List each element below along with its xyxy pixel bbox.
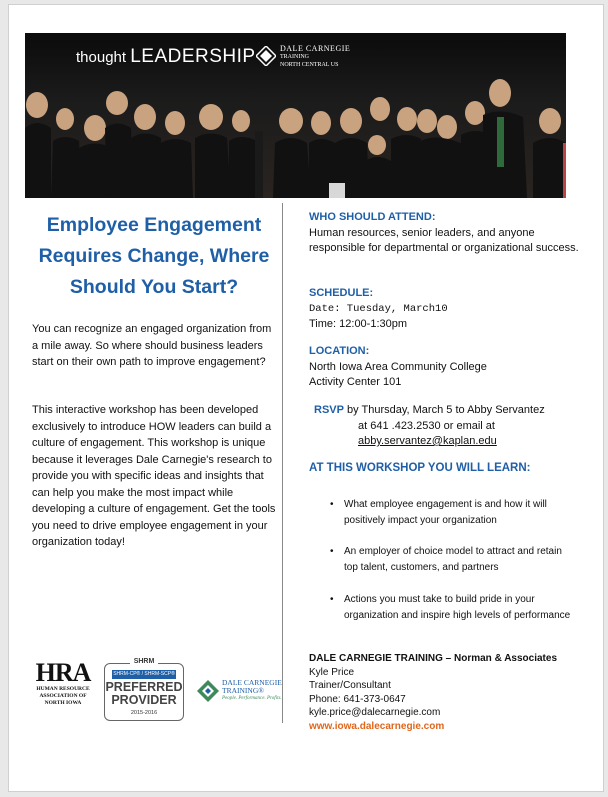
hra-line-2: ASSOCIATION OF [39, 693, 87, 699]
title-line-3: Should You Start? [69, 276, 239, 298]
contact-role: Trainer/Consultant [309, 680, 391, 691]
hra-mark: HRA [35, 658, 91, 687]
attend-heading: WHO SHOULD ATTEND: [309, 211, 436, 223]
leadership-text: LEADERSHIP [130, 46, 256, 67]
learn-item-text: Actions you must take to build pride in your organization and inspire high levels of performance [344, 594, 571, 621]
schedule-date: Date: Tuesday, March10 [309, 302, 448, 315]
shrm-top: SHRM [130, 658, 158, 665]
contact-block [309, 652, 589, 733]
rsvp-email-link[interactable]: abby.servantez@kaplan.edu [358, 435, 497, 447]
dale-carnegie-mark-icon [256, 46, 276, 66]
learn-item [330, 544, 575, 575]
hra-logo [32, 660, 94, 707]
header-banner-photo [25, 33, 566, 198]
intro-paragraph: You can recognize an engaged organization from a mile away. So where should business leaders start on their own path to improve engagement? [32, 323, 272, 368]
contact-website-link[interactable]: www.iowa.dalecarnegie.com [309, 720, 445, 732]
shrm-years: 2015-2016 [130, 710, 158, 716]
attend-text: Human resources, senior leaders, and anyone responsible for departmental or organizational success. [309, 226, 579, 254]
shrm-provider: PROVIDER [111, 693, 177, 707]
brand-sub: TRAINING [280, 54, 309, 60]
contact-name: Kyle Price [309, 666, 355, 678]
title-line-1: Employee Engagement [46, 214, 262, 236]
rsvp-label: RSVP [314, 404, 344, 416]
dc-logo-line-2: TRAINING® [222, 686, 264, 695]
schedule [309, 286, 579, 333]
bullet-icon: • [330, 546, 334, 557]
learn-item-text: What employee engagement is and how it will positively impact your organization [344, 499, 547, 526]
rsvp-deadline: by Thursday, March 5 to Abby Servantez [343, 404, 545, 416]
dc-logo-tagline: People. Performance. Profits. [222, 696, 282, 701]
location-line-1: North Iowa Area Community College [309, 360, 487, 373]
location-heading: LOCATION: [309, 345, 370, 357]
dc-logo-line-1: DALE CARNEGIE [222, 678, 282, 687]
thought-leadership-logo [76, 46, 256, 68]
thought-text: thought [76, 49, 127, 66]
learn-heading: AT THIS WORKSHOP YOU WILL LEARN: [309, 462, 531, 474]
page-title [25, 210, 283, 303]
who-should-attend [309, 210, 579, 257]
shrm-cert: SHRM-CP® / SHRM-SCP® [113, 671, 175, 677]
rsvp-block [314, 403, 584, 450]
brand-region: NORTH CENTRAL US [280, 62, 339, 68]
bullet-icon: • [330, 499, 334, 510]
banner-brand [280, 45, 350, 69]
workshop-description: This interactive workshop has been developed exclusively to introduce HOW leaders can build a culture of engagement. This workshop is unique because it leverages Dale Carnegie's research to provide you with specific ideas and insights that can help you make the most impact while developing a culture of engagement. Get the tools you need to drive employee engagement in your organization today! [32, 404, 276, 548]
brand-name: DALE CARNEGIE [280, 44, 351, 53]
location [309, 344, 579, 391]
learn-item [330, 592, 575, 623]
learn-item [330, 497, 575, 528]
schedule-heading: SCHEDULE: [309, 287, 374, 299]
title-line-2: Requires Change, Where [38, 245, 270, 267]
contact-company: DALE CARNEGIE TRAINING – Norman & Associates [309, 653, 558, 664]
rsvp-phone: at 641 .423.2530 or email at [358, 419, 495, 432]
hra-line-3: NORTH IOWA [44, 700, 82, 706]
schedule-time: Time: 12:00-1:30pm [309, 318, 408, 330]
contact-phone: Phone: 641-373-0647 [309, 693, 406, 705]
shrm-badge [104, 658, 184, 721]
location-line-2: Activity Center 101 [309, 376, 402, 388]
shrm-preferred: PREFERRED [105, 680, 183, 694]
dale-carnegie-diamond-icon [197, 680, 219, 702]
hra-line-1: HUMAN RESOURCE [36, 686, 90, 692]
bullet-icon: • [330, 594, 334, 605]
contact-email[interactable]: kyle.price@dalecarnegie.com [309, 707, 441, 718]
learn-item-text: An employer of choice model to attract and retain top talent, customers, and partners [344, 546, 562, 573]
